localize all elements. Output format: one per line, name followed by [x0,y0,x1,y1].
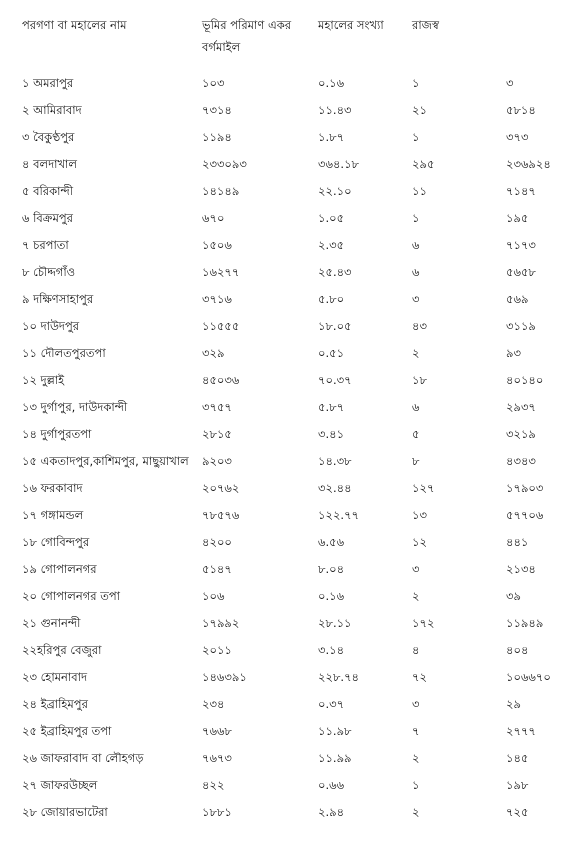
row-count: ২৯৫ [412,157,435,171]
row-revenue: ৫৭৭০৬ [506,508,544,522]
row-name: ১৭ গঙ্গামন্ডল [22,508,84,522]
header-count: মহালের সংখ্যা [318,18,384,32]
table-row [0,475,563,502]
row-area: ৩২৯ [202,346,225,360]
row-count: ১৭২ [412,616,435,630]
row-revenue: ৩৯ [506,589,521,603]
row-area: ৩৭১৬ [202,292,232,306]
table-row [0,340,563,367]
row-name: ২৬ জাফরাবাদ বা লৌহগড় [22,751,144,765]
row-revenue: ৪০১৪০ [506,373,544,387]
row-sqmile: ০.১৬ [318,589,345,603]
row-name: ২৭ জাফরউচ্ছল [22,778,98,792]
row-sqmile: ৩২.৪৪ [318,481,352,495]
table-row [0,772,563,799]
row-sqmile: ২৫.৪৩ [318,265,352,279]
row-name: ৫ বরিকান্দী [22,184,74,198]
table-row [0,583,563,610]
row-count: ২ [412,589,420,603]
row-revenue: ১৭৯০৩ [506,481,544,495]
row-sqmile: ২২৮.৭৪ [318,670,360,684]
row-sqmile: ১১.৪৩ [318,103,352,117]
row-area: ৬৭০ [202,211,225,225]
table-row [0,151,563,178]
row-area: ১১৯৪ [202,130,232,144]
row-name: ১০ দাউদপুর [22,319,80,333]
row-revenue: ৪৪১ [506,535,529,549]
row-name: ৯ দক্ষিণসাহাপুর [22,292,94,306]
table-row [0,448,563,475]
row-revenue: ৫৬৯ [506,292,529,306]
row-sqmile: ১১.৯৮ [318,724,352,738]
row-count: ১২ [412,535,427,549]
row-revenue: ১১৯৪৯ [506,616,544,630]
table-row [0,286,563,313]
row-sqmile: ১১.৯৯ [318,751,352,765]
row-name: ২২হরিপুর বেজুরা [22,643,102,657]
row-sqmile: ০.১৬ [318,76,345,90]
row-name: ১ অমরাপুর [22,76,74,90]
row-area: ১৬২৭৭ [202,265,240,279]
row-revenue: ২১৩৪ [506,562,536,576]
row-sqmile: ২.৩৫ [318,238,345,252]
row-revenue: ৩১১৯ [506,319,536,333]
row-sqmile: ১৪.৩৮ [318,454,352,468]
row-count: ১ [412,76,420,90]
row-revenue: ৩ [506,76,514,90]
row-area: ২৩৪ [202,697,225,711]
row-revenue: ১৯৮ [506,778,529,792]
row-area: ১১৫৫৫ [202,319,240,333]
table-row [0,664,563,691]
row-count: ৩ [412,562,420,576]
row-revenue: ৭১৪৭ [506,184,536,198]
row-count: ২ [412,805,420,819]
row-sqmile: ১২২.৭৭ [318,508,360,522]
row-count: ১৩ [412,508,427,522]
row-area: ১৮৮১ [202,805,232,819]
row-revenue: ৫৬৫৮ [506,265,536,279]
row-count: ১১ [412,184,427,198]
row-area: ৪৫০৩৬ [202,373,240,387]
row-name: ৩ বৈকুণ্ঠপুর [22,130,75,144]
row-revenue: ৫৮১৪ [506,103,536,117]
row-count: ৬ [412,265,420,279]
row-count: ৪৩ [412,319,427,333]
row-revenue: ১৪৫ [506,751,529,765]
row-area: ৯২০৩ [202,454,232,468]
row-name: ১১ দৌলতপুরতপা [22,346,106,360]
row-name: ৬ বিক্রমপুর [22,211,73,225]
row-sqmile: ০.৩৭ [318,697,345,711]
row-name: ১৬ ফরকাবাদ [22,481,83,495]
row-name: ১৪ দুর্গাপুরতপা [22,427,92,441]
row-revenue: ৭২৫ [506,805,529,819]
row-count: ১২৭ [412,481,435,495]
row-sqmile: ১.০৫ [318,211,345,225]
row-revenue: ৩২১৯ [506,427,536,441]
row-count: ২১ [412,103,427,117]
row-sqmile: ৬.৫৬ [318,535,345,549]
row-count: ১৮ [412,373,427,387]
table-row [0,529,563,556]
row-name: ২০ গোপালনগর তপা [22,589,121,603]
table-row [0,232,563,259]
row-sqmile: ৫.৮৭ [318,400,345,414]
row-name: ৪ বলদাখাল [22,157,77,171]
table-row [0,718,563,745]
row-revenue: ২৩৬৯২৪ [506,157,551,171]
row-area: ৭৬৭৩ [202,751,232,765]
table-row [0,367,563,394]
row-sqmile: ১.৮৭ [318,130,345,144]
row-area: ৭৬৬৮ [202,724,232,738]
row-name: ২ আমিরাবাদ [22,103,82,117]
row-count: ৮ [412,454,420,468]
table-row [0,637,563,664]
row-sqmile: ৩.১৪ [318,643,345,657]
row-count: ৬ [412,238,420,252]
row-name: ২৮ জোয়ারভাটেরা [22,805,108,819]
row-sqmile: ২.৯৪ [318,805,345,819]
table-row [0,745,563,772]
row-sqmile: ২৮.১১ [318,616,352,630]
row-name: ২৪ ইব্রাহিমপুর [22,697,88,711]
row-count: ৬ [412,400,420,414]
header-area: ভূমির পরিমাণ একর বর্গমাইল [202,18,292,54]
row-area: ১৪৬৩৯১ [202,670,247,684]
row-area: ৫১৪৭ [202,562,232,576]
row-area: ৭৩১৪ [202,103,232,117]
row-count: ৩ [412,697,420,711]
row-count: ৩ [412,292,420,306]
header-name: পরগণা বা মহালের নাম [22,18,127,32]
row-count: ৭ [412,724,420,738]
row-name: ১৩ দুর্গাপুর, দাউদকান্দী [22,400,128,414]
table-row [0,313,563,340]
row-sqmile: ৩৬৪.১৮ [318,157,359,171]
row-area: ১৪১৪৯ [202,184,240,198]
table-row [0,502,563,529]
row-revenue: ৪৩৪৩ [506,454,536,468]
row-revenue: ১৯৫ [506,211,529,225]
row-area: ১৫০৬ [202,238,232,252]
table-row [0,124,563,151]
row-area: ৪২০০ [202,535,232,549]
row-name: ২৩ হোমনাবাদ [22,670,88,684]
row-area: ২০৭৬২ [202,481,240,495]
table-row [0,70,563,97]
row-count: ২ [412,346,420,360]
row-count: ৭২ [412,670,427,684]
table-row [0,259,563,286]
row-count: ৪ [412,643,420,657]
row-area: ২৩৩০৯৩ [202,157,247,171]
row-sqmile: ১৮.০৫ [318,319,352,333]
row-count: ৫ [412,427,420,441]
row-area: ১৭৯৯২ [202,616,240,630]
table-row [0,799,563,826]
header-revenue: রাজস্ব [412,18,439,32]
table-row [0,205,563,232]
row-sqmile: ৭০.৩৭ [318,373,352,387]
row-name: ৭ চরপাতা [22,238,69,252]
table-row [0,97,563,124]
row-area: ৪২২ [202,778,225,792]
row-name: ১৮ গোবিন্দপুর [22,535,90,549]
row-sqmile: ৮.০৪ [318,562,345,576]
row-area: ৩৭৫৭ [202,400,232,414]
row-revenue: ৯৩ [506,346,521,360]
table-row [0,178,563,205]
row-count: ১ [412,211,420,225]
table-row [0,610,563,637]
row-name: ১৫ একতাদপুর,কাশিমপুর, মাছুয়াখাল [22,454,189,468]
row-area: ২৮১৫ [202,427,232,441]
row-area: ১০৩ [202,76,225,90]
row-name: ১৯ গোপালনগর [22,562,97,576]
table-body [0,70,563,826]
row-area: ১০৬ [202,589,225,603]
row-sqmile: ০.৬৬ [318,778,345,792]
table-row [0,691,563,718]
row-count: ১ [412,778,420,792]
row-revenue: ৪০৪ [506,643,529,657]
row-count: ১ [412,130,420,144]
row-sqmile: ২২.১০ [318,184,352,198]
row-revenue: ২৭৭৭ [506,724,536,738]
row-sqmile: ০.৫১ [318,346,345,360]
row-name: ১২ দুল্লাই [22,373,65,387]
row-revenue: ৭১৭৩ [506,238,536,252]
row-area: ২০১১ [202,643,232,657]
table-row [0,556,563,583]
row-revenue: ২৯ [506,697,521,711]
row-sqmile: ৫.৮০ [318,292,345,306]
row-revenue: ১০৬৬৭০ [506,670,551,684]
row-area: ৭৮৫৭৬ [202,508,240,522]
row-revenue: ২৯৩৭ [506,400,536,414]
table-row [0,421,563,448]
row-revenue: ৩৭৩ [506,130,529,144]
row-name: ৮ চৌদ্দগাঁও [22,265,76,279]
table-row [0,394,563,421]
row-sqmile: ৩.৪১ [318,427,345,441]
row-name: ২৫ ইব্রাহিমপুর তপা [22,724,112,738]
row-name: ২১ গুনানন্দী [22,616,81,630]
row-count: ২ [412,751,420,765]
